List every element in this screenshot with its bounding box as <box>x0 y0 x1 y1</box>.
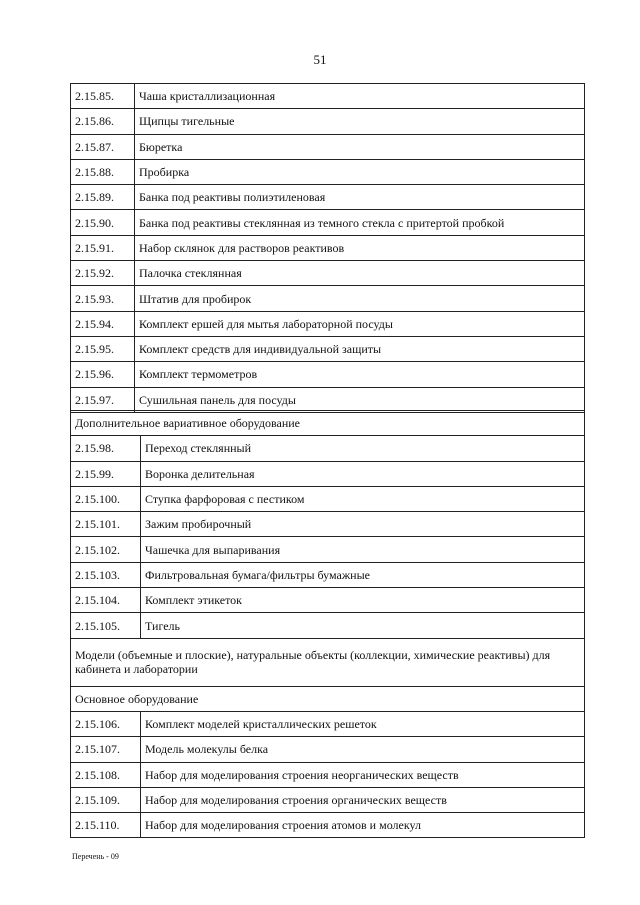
item-number: 2.15.95. <box>71 336 135 361</box>
item-number: 2.15.103. <box>71 562 141 587</box>
item-name: Модель молекулы белка <box>141 737 585 762</box>
item-name: Воронка делительная <box>141 461 585 486</box>
table-row <box>71 134 585 159</box>
section-header-models-row <box>71 638 585 686</box>
table-row <box>71 787 585 812</box>
item-number: 2.15.109. <box>71 787 141 812</box>
item-number: 2.15.102. <box>71 537 141 562</box>
item-number: 2.15.104. <box>71 588 141 613</box>
item-number: 2.15.100. <box>71 486 141 511</box>
item-name: Банка под реактивы полиэтиленовая <box>135 185 585 210</box>
item-name: Переход стеклянный <box>141 436 585 461</box>
item-name: Тигель <box>141 613 585 638</box>
item-number: 2.15.93. <box>71 286 135 311</box>
item-number: 2.15.106. <box>71 711 141 736</box>
item-name: Набор для моделирования строения органических веществ <box>141 787 585 812</box>
table-row <box>71 387 585 412</box>
item-name: Комплект этикеток <box>141 588 585 613</box>
table-row <box>71 362 585 387</box>
item-number: 2.15.90. <box>71 210 135 235</box>
item-number: 2.15.108. <box>71 762 141 787</box>
item-name: Щипцы тигельные <box>135 109 585 134</box>
equipment-table-additional <box>70 410 585 838</box>
item-number: 2.15.94. <box>71 311 135 336</box>
item-number: 2.15.110. <box>71 813 141 838</box>
page-number: 51 <box>313 52 327 67</box>
item-name: Банка под реактивы стеклянная из темного стекла с притертой пробкой <box>135 210 585 235</box>
item-number: 2.15.85. <box>71 84 135 109</box>
table-row <box>71 311 585 336</box>
item-name: Чашечка для выпаривания <box>141 537 585 562</box>
section-subheader-basic: Основное оборудование <box>71 686 585 711</box>
item-name: Сушильная панель для посуды <box>135 387 585 412</box>
item-number: 2.15.99. <box>71 461 141 486</box>
item-name: Комплект моделей кристаллических решеток <box>141 711 585 736</box>
table-row <box>71 613 585 638</box>
table-row <box>71 84 585 109</box>
table-row <box>71 461 585 486</box>
item-name: Пробирка <box>135 159 585 184</box>
table-row <box>71 813 585 838</box>
item-number: 2.15.107. <box>71 737 141 762</box>
table-row <box>71 185 585 210</box>
item-name: Набор для моделирования строения неорганических веществ <box>141 762 585 787</box>
item-name: Комплект термометров <box>135 362 585 387</box>
item-number: 2.15.101. <box>71 512 141 537</box>
item-name: Комплект средств для индивидуальной защиты <box>135 336 585 361</box>
item-number: 2.15.96. <box>71 362 135 387</box>
section-header-additional: Дополнительное вариативное оборудование <box>71 411 585 436</box>
footer-label: Перечень - 09 <box>72 852 119 861</box>
section-header-additional-row <box>71 411 585 436</box>
item-name: Набор склянок для растворов реактивов <box>135 235 585 260</box>
item-number: 2.15.86. <box>71 109 135 134</box>
item-name: Ступка фарфоровая с пестиком <box>141 486 585 511</box>
item-name: Чаша кристаллизационная <box>135 84 585 109</box>
item-number: 2.15.92. <box>71 261 135 286</box>
table-row <box>71 562 585 587</box>
table-row <box>71 762 585 787</box>
item-number: 2.15.97. <box>71 387 135 412</box>
item-number: 2.15.105. <box>71 613 141 638</box>
item-name: Комплект ершей для мытья лабораторной посуды <box>135 311 585 336</box>
table-row <box>71 235 585 260</box>
item-name: Набор для моделирования строения атомов и молекул <box>141 813 585 838</box>
table-row <box>71 711 585 736</box>
item-name: Штатив для пробирок <box>135 286 585 311</box>
table-row <box>71 436 585 461</box>
table-row <box>71 261 585 286</box>
item-number: 2.15.91. <box>71 235 135 260</box>
item-number: 2.15.88. <box>71 159 135 184</box>
item-name: Фильтровальная бумага/фильтры бумажные <box>141 562 585 587</box>
item-name: Бюретка <box>135 134 585 159</box>
section-subheader-basic-row <box>71 686 585 711</box>
item-name: Палочка стеклянная <box>135 261 585 286</box>
table-row <box>71 159 585 184</box>
table-row <box>71 286 585 311</box>
equipment-table-main <box>70 83 585 413</box>
item-number: 2.15.98. <box>71 436 141 461</box>
table-row <box>71 109 585 134</box>
table-row <box>71 588 585 613</box>
section-header-models: Модели (объемные и плоские), натуральные объекты (коллекции, химические реактивы) для кабинета и лаборатории <box>71 638 585 686</box>
item-number: 2.15.87. <box>71 134 135 159</box>
table-row <box>71 537 585 562</box>
table-row <box>71 336 585 361</box>
table-row <box>71 737 585 762</box>
table-row <box>71 210 585 235</box>
table-row <box>71 486 585 511</box>
item-name: Зажим пробирочный <box>141 512 585 537</box>
item-number: 2.15.89. <box>71 185 135 210</box>
table-row <box>71 512 585 537</box>
